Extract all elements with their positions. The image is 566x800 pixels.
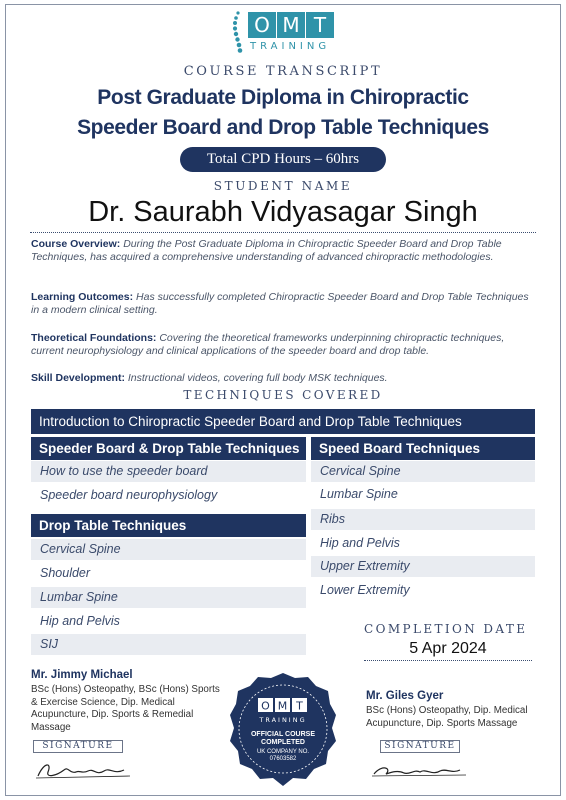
learning-outcomes-paragraph (31, 291, 536, 316)
seal-subtitle: TRAINING (259, 716, 307, 724)
course-overview-label: Course Overview: (31, 238, 121, 250)
signatory-qualifications: BSc (Hons) Osteopathy, BSc (Hons) Sports & Exercise Science, Dip. Medical Acupuncture, Dip. Sports & Remedial Massage (31, 684, 220, 733)
signature-label: SIGNATURE (33, 740, 123, 753)
signature-label: SIGNATURE (380, 740, 460, 753)
list-item: How to use the speeder board (31, 461, 306, 482)
course-transcript-heading: COURSE TRANSCRIPT (183, 64, 383, 79)
skill-development-text: Instructional videos, covering full body MSK techniques. (127, 372, 388, 384)
cpd-hours-badge: Total CPD Hours – 60hrs (180, 147, 386, 172)
list-item: Ribs (311, 509, 535, 530)
seal-text: 07603582 (269, 756, 297, 762)
list-item: Lumbar Spine (31, 587, 306, 608)
official-seal (228, 671, 338, 789)
speeder-drop-header: Speeder Board & Drop Table Techniques (31, 437, 306, 460)
logo-letter: M (277, 12, 305, 38)
logo-letter: T (306, 12, 334, 38)
course-overview-text: During the Post Graduate Diploma in Chiropractic Speeder Board and Drop Table Techniques, has acquired a comprehensive understanding of advanced chiropractic methodologies. (31, 238, 502, 263)
signatory-name: Mr. Giles Gyer (366, 690, 444, 702)
course-title-line2: Speeder Board and Drop Table Techniques (77, 116, 489, 139)
handwritten-signature (34, 756, 134, 782)
student-name: Dr. Saurabh Vidyasagar Singh (88, 196, 478, 228)
completion-date-label: COMPLETION DATE (364, 622, 528, 636)
list-item: Upper Extremity (311, 556, 535, 577)
handwritten-signature (370, 760, 470, 780)
seal-text: OFFICIAL COURSE (250, 731, 316, 738)
date-divider (364, 660, 532, 661)
list-item: Speeder board neurophysiology (40, 488, 218, 502)
list-item: Lumbar Spine (320, 487, 398, 501)
logo-letter: O (248, 12, 276, 38)
seal-logo-letter: O (261, 699, 270, 713)
list-item: Cervical Spine (31, 539, 306, 560)
theoretical-foundations-label: Theoretical Foundations: (31, 332, 157, 344)
course-overview-paragraph (31, 238, 536, 263)
learning-outcomes-text: Has successfully completed Chiropractic Speeder Board and Drop Table Techniques in a modern clinical setting. (31, 291, 529, 316)
list-item: Shoulder (40, 566, 91, 580)
learning-outcomes-label: Learning Outcomes: (31, 291, 134, 303)
list-item: Cervical Spine (311, 461, 535, 482)
intro-module-bar: Introduction to Chiropractic Speeder Board and Drop Table Techniques (31, 409, 535, 434)
theoretical-foundations-text: Covering the theoretical frameworks underpinning chiropractic techniques, current neurophysiology and clinical applications of the speeder board and drop table. (31, 332, 505, 357)
course-title-line1: Post Graduate Diploma in Chiropractic (97, 86, 469, 109)
seal-logo-letter: T (296, 699, 303, 713)
seal-logo-letter: M (277, 699, 288, 713)
list-item: Hip and Pelvis (320, 536, 400, 550)
signatory-name: Mr. Jimmy Michael (31, 669, 133, 681)
seal-badge-icon (228, 671, 338, 789)
theoretical-foundations-paragraph (31, 332, 536, 357)
signatory-qualifications: BSc (Hons) Osteopathy, Dip. Medical Acupuncture, Dip. Sports Massage (366, 705, 528, 729)
spine-dots-icon (228, 10, 244, 54)
list-item: Lower Extremity (320, 583, 410, 597)
drop-table-header: Drop Table Techniques (31, 514, 306, 537)
student-name-label: STUDENT NAME (213, 179, 353, 193)
list-item: SIJ (31, 634, 306, 655)
skill-development-label: Skill Development: (31, 372, 125, 384)
seal-text: COMPLETED (261, 739, 305, 746)
logo-subtitle: TRAINING (250, 41, 331, 52)
list-item: Hip and Pelvis (40, 614, 120, 628)
seal-text: UK COMPANY NO. (256, 749, 310, 755)
name-divider (30, 232, 536, 233)
skill-development-paragraph (31, 372, 536, 385)
speed-board-header: Speed Board Techniques (311, 437, 535, 460)
techniques-covered-heading: TECHNIQUES COVERED (183, 388, 383, 402)
omt-logo (228, 10, 340, 58)
completion-date: 5 Apr 2024 (409, 640, 487, 657)
